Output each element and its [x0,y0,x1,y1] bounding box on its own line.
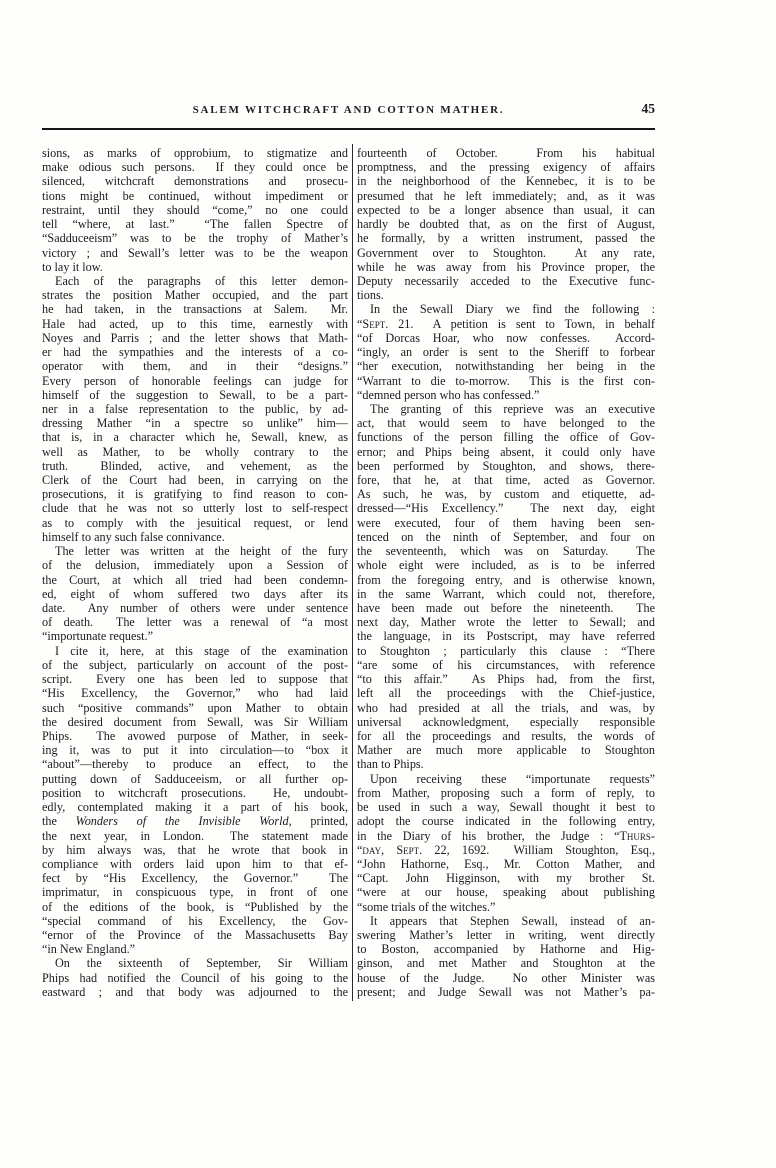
text-line: compliance with orders laid upon him to that ef- [42,856,348,871]
right-text-column [357,146,655,999]
text-line: “are some of his circumstances, with reference [357,657,655,672]
text-line: “some trials of the witches.” [357,899,496,914]
text-line: of death. The letter was a renewal of “a most [42,615,348,630]
text-line: whole eight were included, as is to be inferred [357,558,655,573]
text-line: in the same Warrant, which could not, therefore, [357,586,655,601]
text-line: the desired document from Sewall, was Sir William [42,714,348,729]
text-line: Hale had acted, up to this time, earnestly with [42,316,348,331]
text-line: expected to be a longer absence than usual, it can [357,202,655,217]
text-line: have been made out before the nineteenth. The [357,601,655,615]
text-line: fect by “His Excellency, the Governor.” The [42,871,348,886]
text-line: presumed that he left immediately; and, as it was [357,188,655,203]
text-line: be used in such a way, Sewall thought it best to [357,800,655,815]
text-line: adopt the course indicated in the following entry, [357,814,655,829]
text-line: strates the position Mather occupied, and the part [42,288,348,303]
text-line: script. Every one has been led to suppose that [42,672,348,687]
text-line: in the Diary of his brother, the Judge : “Thurs- [357,828,655,843]
text-line: the seventeenth, which was on Saturday. The [357,544,655,559]
text-line: “day, Sept. 22, 1692. William Stoughton, Esq., [357,842,655,857]
text-line: fourteenth of October. From his habitual [357,146,655,160]
text-line: house of the Judge. No other Minister was [357,970,655,985]
left-text-column [42,146,348,999]
text-line: fore, that he, at that time, acted as Governor. [357,473,655,488]
text-line: Each of the paragraphs of this letter demon- [55,273,348,288]
text-line: “special command of his Excellency, the Gov- [42,913,348,928]
text-line: of the subject, particularly on account of the post- [42,657,348,672]
text-line: Deputy necessarily acceded to the Executive func- [357,273,655,288]
text-line: er had the sympathies and the interests of a co- [42,345,348,360]
running-head-title: SALEM WITCHCRAFT AND COTTON MATHER. [192,104,505,116]
text-line: truth. Blinded, active, and vehement, as the [42,458,348,473]
text-line: swering Mather’s letter in writing, went directly [357,928,655,943]
text-line: “about”—thereby to produce an effect, to the [42,757,348,772]
column-divider-rule [352,144,353,1001]
text-line: were executed, four of them having been sen- [357,515,655,530]
text-line: sions, as marks of opprobium, to stigmatize and [42,146,348,160]
text-line: that is, in a character which he, Sewall, knew, as [42,430,348,445]
text-line: he formally, by a written instrument, passed the [357,231,655,246]
text-line: functions of the person filling the office of Gov- [357,430,655,445]
text-line: “Capt. John Higginson, with my brother St. [357,871,655,886]
text-line: date. Any number of others were under sentence [42,601,348,615]
text-line: “in New England.” [42,942,136,957]
text-line: make odious such persons. If they could once be [42,160,348,175]
text-line: Phips had notified the Council of his going to the [42,970,348,985]
text-line: I cite it, here, at this stage of the examination [55,643,348,658]
text-line: As such, he was, by custom and etiquette, ad- [357,487,655,502]
text-line: while he was away from his Province proper, the [357,259,655,274]
text-line: next day, Mather wrote the letter to Sewall; and [357,615,655,630]
text-line: “of Dorcas Hoar, who now confesses. Accord- [357,330,655,345]
text-line: ed, eight of whom suffered two days after its [42,586,348,601]
text-line: Clerk of the Court had been, in carrying on the [42,473,348,488]
text-line: tions. [357,288,384,303]
text-line: eastward ; and that body was adjourned to the [42,984,348,999]
text-line: “His Excellency, the Governor,” who had laid [42,686,348,701]
text-line: ernor; and Phips being absent, it could only have [357,444,655,459]
text-line: well as Mather, to be wholly contrary to the [42,444,348,459]
text-line: restraint, until they should “come,” no one could [42,202,348,217]
text-line: dressing Mather “in a spectre so unlike” him— [42,416,348,431]
text-line: “Sadduceeism” was to be the trophy of Mather’s [42,231,348,246]
text-line: Mather are much more applicable to Stoughton [357,743,655,758]
text-line: position to witchcraft prosecutions. He, undoubt- [42,785,348,800]
text-line: of the delusion, immediately upon a Session of [42,558,348,573]
text-line: been performed by Stoughton, and shows, there- [357,458,655,473]
page-number: 45 [641,101,655,116]
text-line: It appears that Stephen Sewall, instead of an- [370,913,655,928]
text-line: prosecutions, it is gratifying to find reason to con- [42,487,348,502]
text-line: In the Sewall Diary we find the following : [370,302,655,317]
text-line: the Wonders of the Invisible World, printed, [42,814,348,829]
text-line: ginson, and met Mather and Stoughton at the [357,956,655,971]
text-line: the Court, at which all tried had been condemn- [42,572,348,587]
text-line: left all the proceedings with the Chief-justice, [357,686,655,701]
text-line: to lay it low. [42,259,103,274]
text-line: from Mather, proposing such a form of reply, to [357,785,655,800]
text-line: On the sixteenth of September, Sir William [55,956,348,971]
text-line: by him always was, that he wrote that book in [42,842,348,857]
text-line: “to this affair.” As Phips had, from the first, [357,672,655,687]
text-line: Noyes and Parris ; and the letter shows that Math- [42,330,348,345]
text-line: the next year, in London. The statement made [42,828,348,843]
text-line: The letter was written at the height of the fury [55,544,348,559]
text-line: Upon receiving these “importunate requests” [370,771,655,786]
text-line: “John Hathorne, Esq., Mr. Cotton Mather, and [357,856,655,871]
text-line: tions might be continued, without impediment or [42,188,348,203]
text-line: to Boston, accompanied by Hathorne and Hig- [357,942,655,957]
text-line: from the foregoing entry, and is otherwise known, [357,572,655,587]
text-line: than to Phips. [357,757,424,772]
text-line: imprimatur, in conspicuous type, in front of one [42,885,348,900]
text-line: victory ; and Sewall’s letter was to be the weapon [42,245,348,260]
text-line: himself to any such false connivance. [42,529,225,544]
header-rule [42,128,655,130]
text-line: of the editions of the book, is “Published by the [42,899,348,914]
text-line: Phips. The avowed purpose of Mather, in seek- [42,728,348,743]
text-line: present; and Judge Sewall was not Mather’s pa- [357,984,655,999]
text-line: promptness, and the pressing exigency of affairs [357,160,655,175]
text-line: he had taken, in the transactions at Salem. Mr. [42,302,348,317]
text-line: Every person of honorable feelings can judge for [42,373,348,388]
text-line: for all the proceedings and results, the words of [357,728,655,743]
text-line: hardly be doubted that, as on the first of August, [357,217,655,232]
text-line: dressed—“His Excellency.” The next day, eight [357,501,655,516]
text-line: edly, contemplated making it a part of his book, [42,800,348,815]
text-line: clude that he was not so utterly lost to self-respect [42,501,348,516]
text-line: “Warrant to die to-morrow. This is the first con- [357,373,655,388]
text-line: “Sept. 21. A petition is sent to Town, in behalf [357,316,655,331]
text-line: “ernor of the Province of the Massachusetts Bay [42,928,348,943]
text-line: operator with them, and in their “designs.” [42,359,348,374]
text-line: “ingly, an order is sent to the Sheriff to forbear [357,345,655,360]
text-line: “importunate request.” [42,629,153,644]
text-line: himself of the suggestion to Sewall, to be a part- [42,387,348,402]
text-line: putting down of Sadduceeism, or all further op- [42,771,348,786]
text-line: “were at our house, speaking about publishing [357,885,655,900]
text-line: silenced, witchcraft demonstrations and prosecu- [42,174,348,189]
text-line: who had presided at all the trials, and was, by [357,700,655,715]
text-line: The granting of this reprieve was an executive [370,401,655,416]
text-line: Government over to Stoughton. At any rate, [357,245,655,260]
text-line: ing it, was to put it into circulation—to “box it [42,743,348,758]
text-line: tenced on the ninth of September, and four on [357,529,655,544]
text-line: act, that would seem to have belonged to the [357,416,655,431]
text-line: universal acknowledgment, especially responsible [357,714,655,729]
text-line: ner in a false representation to the public, by ad- [42,401,348,416]
text-line: in the neighborhood of the Kennebec, it is to be [357,174,655,189]
text-line: to Stoughton ; particularly this clause : “There [357,643,655,658]
text-line: as to comply with the jesuitical request, or lend [42,515,348,530]
text-line: “demned person who has confessed.” [357,387,540,402]
text-line: such “positive commands” upon Mather to obtain [42,700,348,715]
text-line: tell “where, at last.” “The fallen Spectre of [42,217,348,232]
text-line: “her execution, notwithstanding her being in the [357,359,655,374]
text-line: the language, in its Postscript, may have referred [357,629,655,644]
